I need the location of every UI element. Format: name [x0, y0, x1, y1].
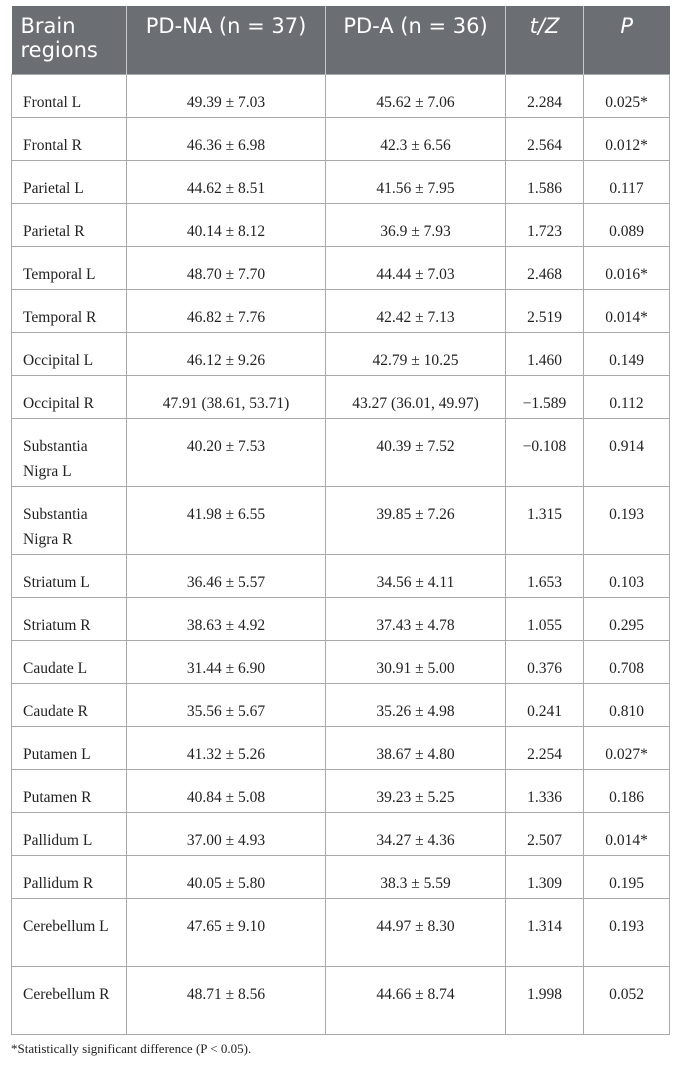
cell-region: Occipital L — [12, 332, 127, 375]
table-row — [12, 597, 670, 640]
cell-pd-a: 35.26 ± 4.98 — [326, 683, 506, 726]
table-body — [12, 74, 670, 1034]
cell-pd-na: 36.46 ± 5.57 — [127, 554, 326, 597]
cell-pd-na: 44.62 ± 8.51 — [127, 160, 326, 203]
cell-t-z: 0.376 — [506, 640, 584, 683]
cell-pd-a: 42.3 ± 6.56 — [326, 117, 506, 160]
cell-p: 0.027* — [584, 726, 670, 769]
cell-p: 0.014* — [584, 812, 670, 855]
cell-region: Temporal L — [12, 246, 127, 289]
data-table-container — [11, 6, 669, 1035]
table-row — [12, 726, 670, 769]
table-row — [12, 554, 670, 597]
cell-pd-a: 45.62 ± 7.06 — [326, 74, 506, 117]
table-row — [12, 246, 670, 289]
table-row — [12, 812, 670, 855]
cell-t-z: 1.998 — [506, 966, 584, 1034]
cell-t-z: 1.055 — [506, 597, 584, 640]
cell-pd-na: 31.44 ± 6.90 — [127, 640, 326, 683]
cell-pd-a: 44.44 ± 7.03 — [326, 246, 506, 289]
cell-region: Putamen R — [12, 769, 127, 812]
cell-p: 0.052 — [584, 966, 670, 1034]
table-row — [12, 683, 670, 726]
cell-p: 0.016* — [584, 246, 670, 289]
cell-t-z: 1.586 — [506, 160, 584, 203]
table-row — [12, 966, 670, 1034]
header-brain-regions: Brain regions — [12, 6, 127, 74]
cell-p: 0.193 — [584, 898, 670, 966]
cell-pd-na: 40.84 ± 5.08 — [127, 769, 326, 812]
cell-t-z: 0.241 — [506, 683, 584, 726]
cell-t-z: 1.723 — [506, 203, 584, 246]
cell-p: 0.112 — [584, 375, 670, 418]
table-row — [12, 160, 670, 203]
cell-pd-a: 42.79 ± 10.25 — [326, 332, 506, 375]
cell-p: 0.193 — [584, 486, 670, 554]
cell-region: Caudate R — [12, 683, 127, 726]
cell-pd-na: 40.05 ± 5.80 — [127, 855, 326, 898]
cell-pd-na: 48.71 ± 8.56 — [127, 966, 326, 1034]
cell-pd-a: 34.56 ± 4.11 — [326, 554, 506, 597]
cell-region: Pallidum L — [12, 812, 127, 855]
cell-p: 0.014* — [584, 289, 670, 332]
cell-region: Substantia Nigra L — [12, 418, 127, 486]
cell-p: 0.914 — [584, 418, 670, 486]
table-row — [12, 855, 670, 898]
table-row — [12, 418, 670, 486]
cell-region: Putamen L — [12, 726, 127, 769]
cell-region: Parietal R — [12, 203, 127, 246]
cell-p: 0.089 — [584, 203, 670, 246]
cell-region: Frontal L — [12, 74, 127, 117]
cell-t-z: 2.519 — [506, 289, 584, 332]
cell-region: Cerebellum R — [12, 966, 127, 1034]
cell-pd-a: 43.27 (36.01, 49.97) — [326, 375, 506, 418]
cell-t-z: 1.460 — [506, 332, 584, 375]
cell-region: Substantia Nigra R — [12, 486, 127, 554]
cell-pd-a: 44.66 ± 8.74 — [326, 966, 506, 1034]
table-row — [12, 640, 670, 683]
table-row — [12, 769, 670, 812]
table-row — [12, 898, 670, 966]
cell-t-z: 2.468 — [506, 246, 584, 289]
cell-region: Parietal L — [12, 160, 127, 203]
cell-pd-a: 39.23 ± 5.25 — [326, 769, 506, 812]
brain-regions-table — [11, 6, 670, 1035]
cell-region: Temporal R — [12, 289, 127, 332]
cell-pd-a: 42.42 ± 7.13 — [326, 289, 506, 332]
cell-t-z: 2.284 — [506, 74, 584, 117]
cell-pd-na: 41.98 ± 6.55 — [127, 486, 326, 554]
table-row — [12, 74, 670, 117]
cell-pd-na: 37.00 ± 4.93 — [127, 812, 326, 855]
cell-pd-a: 40.39 ± 7.52 — [326, 418, 506, 486]
header-pd-na: PD-NA (n = 37) — [127, 6, 326, 74]
cell-pd-na: 38.63 ± 4.92 — [127, 597, 326, 640]
cell-pd-a: 37.43 ± 4.78 — [326, 597, 506, 640]
cell-t-z: 2.564 — [506, 117, 584, 160]
cell-p: 0.025* — [584, 74, 670, 117]
cell-t-z: −1.589 — [506, 375, 584, 418]
cell-pd-a: 38.67 ± 4.80 — [326, 726, 506, 769]
table-row — [12, 486, 670, 554]
cell-region: Pallidum R — [12, 855, 127, 898]
cell-p: 0.149 — [584, 332, 670, 375]
cell-pd-na: 49.39 ± 7.03 — [127, 74, 326, 117]
header-p: P — [584, 6, 670, 74]
cell-p: 0.195 — [584, 855, 670, 898]
cell-pd-na: 46.12 ± 9.26 — [127, 332, 326, 375]
cell-pd-na: 47.91 (38.61, 53.71) — [127, 375, 326, 418]
table-row — [12, 117, 670, 160]
cell-region: Occipital R — [12, 375, 127, 418]
cell-pd-a: 41.56 ± 7.95 — [326, 160, 506, 203]
cell-pd-na: 46.36 ± 6.98 — [127, 117, 326, 160]
header-t-z: t/Z — [506, 6, 584, 74]
table-row — [12, 203, 670, 246]
cell-t-z: 1.336 — [506, 769, 584, 812]
cell-region: Caudate L — [12, 640, 127, 683]
cell-p: 0.103 — [584, 554, 670, 597]
cell-pd-na: 41.32 ± 5.26 — [127, 726, 326, 769]
cell-pd-na: 40.20 ± 7.53 — [127, 418, 326, 486]
cell-p: 0.810 — [584, 683, 670, 726]
cell-region: Frontal R — [12, 117, 127, 160]
cell-pd-a: 38.3 ± 5.59 — [326, 855, 506, 898]
header-pd-a: PD-A (n = 36) — [326, 6, 506, 74]
cell-region: Cerebellum L — [12, 898, 127, 966]
cell-pd-a: 30.91 ± 5.00 — [326, 640, 506, 683]
cell-t-z: 1.314 — [506, 898, 584, 966]
cell-t-z: 1.315 — [506, 486, 584, 554]
cell-p: 0.186 — [584, 769, 670, 812]
cell-t-z: 1.653 — [506, 554, 584, 597]
cell-p: 0.708 — [584, 640, 670, 683]
table-row — [12, 332, 670, 375]
table-row — [12, 289, 670, 332]
cell-pd-a: 36.9 ± 7.93 — [326, 203, 506, 246]
cell-pd-na: 40.14 ± 8.12 — [127, 203, 326, 246]
cell-t-z: 2.254 — [506, 726, 584, 769]
cell-pd-a: 34.27 ± 4.36 — [326, 812, 506, 855]
cell-p: 0.012* — [584, 117, 670, 160]
cell-pd-a: 44.97 ± 8.30 — [326, 898, 506, 966]
cell-t-z: 1.309 — [506, 855, 584, 898]
table-row — [12, 375, 670, 418]
cell-p: 0.295 — [584, 597, 670, 640]
cell-t-z: −0.108 — [506, 418, 584, 486]
cell-pd-a: 39.85 ± 7.26 — [326, 486, 506, 554]
cell-region: Striatum L — [12, 554, 127, 597]
cell-region: Striatum R — [12, 597, 127, 640]
cell-pd-na: 48.70 ± 7.70 — [127, 246, 326, 289]
cell-pd-na: 35.56 ± 5.67 — [127, 683, 326, 726]
footnote: *Statistically significant difference (P < 0.05). — [11, 1041, 252, 1056]
cell-pd-na: 46.82 ± 7.76 — [127, 289, 326, 332]
cell-t-z: 2.507 — [506, 812, 584, 855]
cell-p: 0.117 — [584, 160, 670, 203]
cell-pd-na: 47.65 ± 9.10 — [127, 898, 326, 966]
table-header-row — [12, 6, 670, 74]
